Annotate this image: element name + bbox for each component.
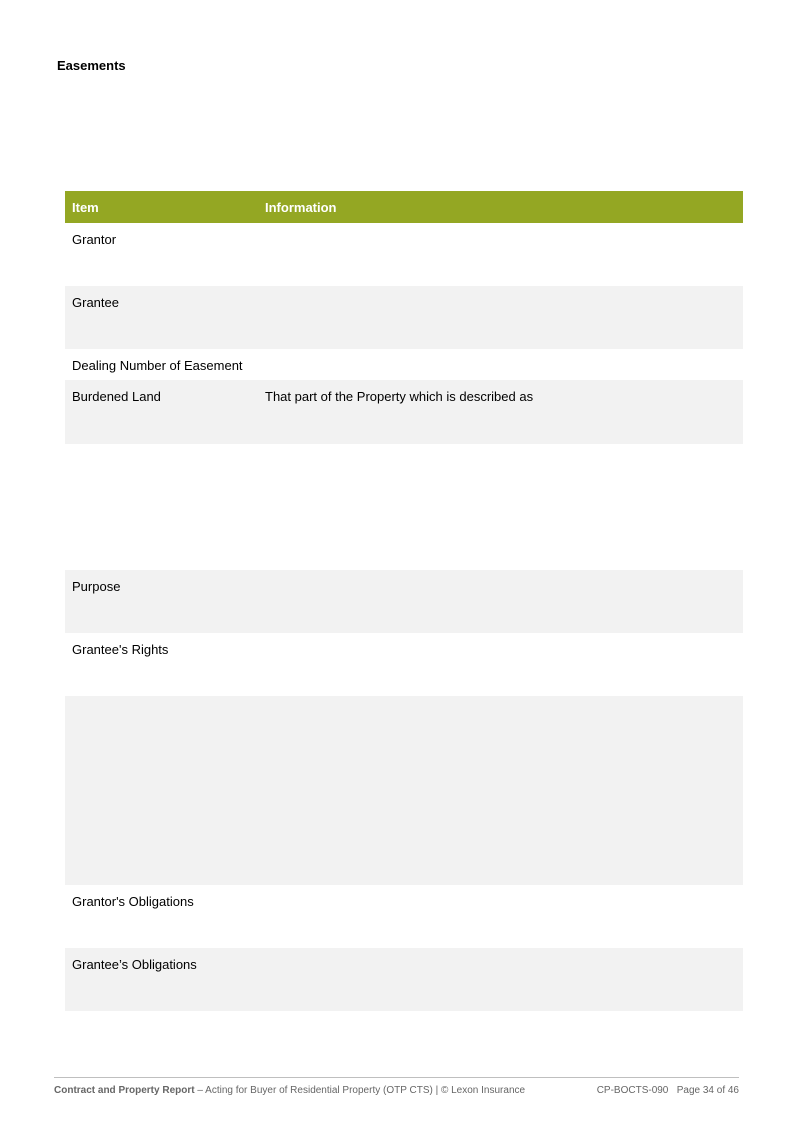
row-item-label: Grantor (72, 232, 117, 247)
table-row-blank (65, 696, 743, 885)
table-row-burdened-land (65, 380, 743, 444)
footer-divider (54, 1077, 739, 1078)
row-item-label: Dealing Number of Easement (72, 358, 243, 373)
row-information (265, 444, 743, 570)
table-row-grantees-rights (65, 633, 743, 696)
row-information (265, 948, 743, 1011)
row-item-label: Grantee’s Obligations (72, 957, 197, 972)
footer-doc-code: CP-BOCTS-090 (596, 1085, 669, 1096)
header-item: Item (72, 199, 99, 215)
table-row-blank (65, 444, 743, 570)
footer-report-info (54, 1084, 525, 1097)
table-row-grantee (65, 286, 743, 349)
table-row-grantors-obligations (65, 885, 743, 948)
row-information (265, 885, 743, 948)
footer-page-info (597, 1084, 739, 1097)
row-information (265, 633, 743, 696)
row-item-label: Grantee (72, 295, 119, 310)
footer-report-subtitle: – Acting for Buyer of Residential Property (OTP CTS) | © Lexon Insurance (194, 1085, 526, 1096)
table-row-grantees-obligations (65, 948, 743, 1011)
row-information (265, 349, 743, 380)
row-information (265, 570, 743, 633)
row-information: That part of the Property which is described as (265, 389, 534, 404)
table-header-row (65, 191, 743, 223)
footer-page-number: Page 34 of 46 (676, 1085, 739, 1096)
row-item-label: Purpose (72, 579, 121, 594)
row-item-label: Burdened Land (72, 389, 161, 404)
section-heading: Easements (57, 58, 126, 73)
row-item-label (65, 444, 265, 570)
row-information (265, 286, 743, 349)
header-information: Information (265, 199, 337, 215)
row-item-label (65, 696, 265, 885)
row-item-label: Grantor's Obligations (72, 894, 194, 909)
table-row-dealing-number (65, 349, 743, 380)
table-row-purpose (65, 570, 743, 633)
table-row-grantor (65, 223, 743, 286)
row-information (265, 223, 743, 286)
footer-report-title: Contract and Property Report (54, 1085, 195, 1096)
row-item-label: Grantee's Rights (72, 642, 169, 657)
row-information (265, 696, 743, 885)
easements-table (65, 191, 743, 1011)
